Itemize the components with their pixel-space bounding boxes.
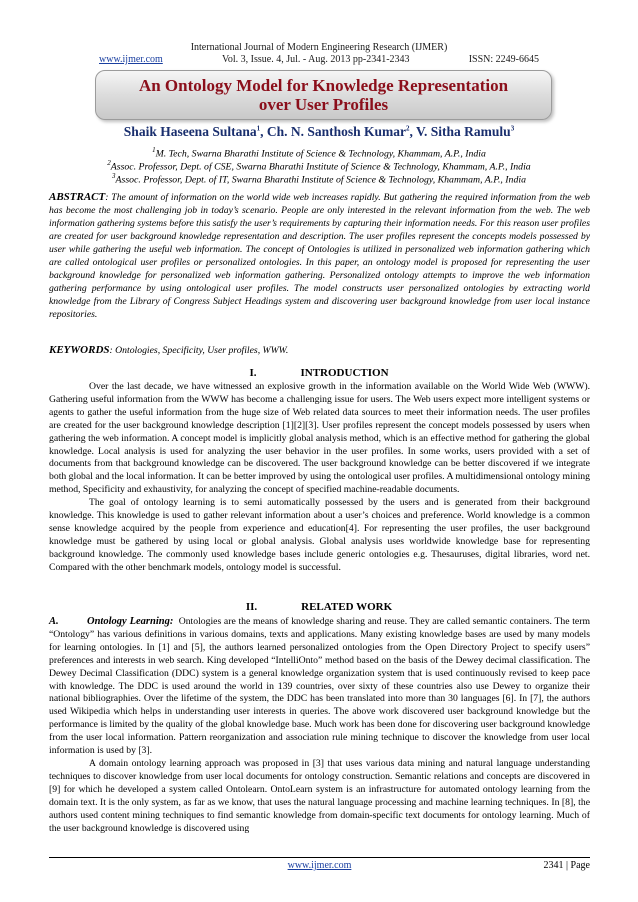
affiliation-3-sup: 3: [112, 172, 116, 180]
paper-title: [139, 76, 508, 114]
keywords: [49, 344, 590, 356]
keywords-text: : Ontologies, Specificity, User profiles, WWW.: [109, 345, 289, 356]
affiliation-3: [0, 170, 638, 186]
section-1-paragraph-1: Over the last decade, we have witnessed an explosive growth in the information available on the World Wide Web (WWW). Gathering useful information from the WWW has become a challenging issue for users. The Web users expect more intelligent systems or agents to gather the useful information from the huge size of Web related data sources to meet their information needs. The user profiles are created for the user background knowledge description [1][2][3]. User profiles represent the concept models possessed by users when gathering the web information. A concept model is implicitly global analysis method, which is an effective method for gathering the global knowledge. Local analysis is used for analyzing the user behavior in the user profiles. In some works, users provided with a set of documents from that background knowledge can be discovered. The user background knowledge can be better discovered if we integrate both global and the local information. It can be better improved by using the ontological user profiles. A multidimensional ontology mining method, Specificity and exhaustivity, for analyzing the concept of specified machine-readable documents.: [49, 381, 590, 496]
affiliation-2-text: Assoc. Professor, Dept. of CSE, Swarna Bharathi Institute of Science & Technology, Khammam, A.P., India: [110, 161, 531, 173]
affiliation-1-sup: 1: [152, 146, 156, 154]
page-footer: [49, 857, 590, 872]
affiliation-2-sup: 2: [107, 159, 111, 167]
affiliation-3-text: Assoc. Professor, Dept. of IT, Swarna Bharathi Institute of Science & Technology, Khammam, A.P., India: [115, 174, 526, 186]
section-2-title: RELATED WORK: [301, 601, 393, 613]
section-1-paragraph-2: The goal of ontology learning is to semi automatically possessed by the users and is generated from their background knowledge. This knowledge is used to gather relevant information about a user’s choices and preference. World knowledge is a common sense knowledge acquired by the people from experience and education[4]. For representing the user profiles, the user background knowledge must be gathered by using local or global analysis. Global analysis uses worldwide knowledge base for representing background knowledge. The commonly used knowledge bases include generic ontologies e.g. Thesauruses, digital libraries, word net. Compared with the other benchmark models, ontology model is successful.: [49, 497, 590, 573]
affiliation-1-text: M. Tech, Swarna Bharathi Institute of Science & Technology, Khammam, A.P., India: [155, 148, 486, 160]
author-3-sup: 3: [510, 124, 515, 133]
section-2-paragraph-1: [49, 616, 590, 758]
author-list: Shaik Haseena Sultana$^1$, Ch. N. Santhosh Kumar$^2$, V. Sitha Ramulu$^3$: [123, 124, 515, 139]
journal-name: International Journal of Modern Engineering Research (IJMER): [190, 42, 448, 53]
author-2: Ch. N. Santhosh Kumar: [266, 124, 407, 139]
author-1: Shaik Haseena Sultana: [123, 124, 257, 139]
paper-title-line1: An Ontology Model for Knowledge Representation: [138, 76, 509, 95]
author-2-sup: 2: [406, 124, 410, 133]
journal-volume: Vol. 3, Issue. 4, Jul. - Aug. 2013 pp-2341-2343: [221, 54, 410, 65]
keywords-label: KEYWORDS: [49, 344, 110, 356]
paper-title-banner: [95, 70, 552, 120]
section-1-body: [49, 381, 590, 575]
author-1-sup: 1: [256, 124, 261, 133]
paper-title-line2: over User Profiles: [258, 95, 389, 114]
section-1-number: I.: [249, 367, 257, 379]
section-2-paragraph-1-text: Ontologies are the means of knowledge sharing and reuse. They are called semantic containers. The term “Ontology” has various definitions in various domains, texts and applications. Many existing knowledge bases are used by many models for learning ontologies. In [1] and [5], the authors learned personalized ontologies from the Open Directory Project to specify users” preferences and interests in web search. King developed “IntelliOnto” method based on the basis of the Dewey decimal classification. The Dewey Decimal Classification (DDC) system is a general knowledge organization system that is used continuously revised to keep pace with knowledge. The DDC is used around the world in 139 countries, over sixty of these countries also use Dewey to organize their national bibliographies. Over the lifetime of the system, the DDC has been translated into more than 30 languages [6]. In [7], the authors used Wikipedia which helps in understanding user interests in queries. The above work discovered user background knowledge but the performance is limited by the quality of the global knowledge base. Much work has been done for discovering user background knowledge from the user local information. Pattern reorganization and association rule mining technique to discover the knowledge from user local information is used by [3].: [49, 616, 590, 757]
abstract: [49, 191, 590, 321]
subsection-a-title: Ontology Learning:: [87, 616, 174, 627]
abstract-label: ABSTRACT: [49, 191, 106, 203]
section-1-heading: [0, 367, 638, 379]
section-2-number: II.: [245, 601, 258, 613]
footer-page-number: 2341 | Page: [543, 860, 590, 871]
journal-issn: ISSN: 2249-6645: [468, 54, 539, 65]
author-3: V. Sitha Ramulu: [416, 124, 511, 139]
section-2-body: [49, 616, 590, 835]
footer-website-link[interactable]: www.ijmer.com: [287, 860, 352, 871]
journal-header: [0, 42, 638, 66]
section-1-title: INTRODUCTION: [300, 367, 389, 379]
subsection-a-label: A.: [49, 616, 59, 627]
abstract-text: : The amount of information on the world wide web increases rapidly. But gathering the required information from the web has become the most challenging job in today’s scenario. People are only interested in the relevant information from the web. The web information gathering systems before this satisfy the user’s requirements by capturing their information needs. For this reason user profiles are created for user background knowledge representation and description. The user profiles represent the concepts models possessed by user while gathering the useful web information. The concept of Ontologies is utilized in personalized web information gathering which are called ontological user profiles or personalized ontologies. In this paper, an ontology model is proposed for representing the user background knowledge for personalized web information gathering. Personalized ontology attempts to improve the web information gathering performance by using ontological user profiles. The model constructs user personalized ontologies by extracting world knowledge from the Library of Congress Subject Headings system and discovering user background knowledge from user local instance repositories.: [49, 192, 590, 320]
section-2-heading: [0, 601, 638, 613]
journal-website-link[interactable]: www.ijmer.com: [99, 54, 163, 65]
section-2-paragraph-2: A domain ontology learning approach was proposed in [3] that uses various data mining and natural language understanding techniques to discover knowledge from user local documents for ontology construction. Semantic relations and concepts are discovered in [9] for which he developed a system called Ontolearn. OntoLearn system is an infrastructure for automated ontology learning from the domain text. It is the only system, as far as we know, that uses the natural language processing and machine learning techniques. In [8], the authors used content mining techniques to find semantic knowledge from domain-specific text documents for ontology learning. Much of the user background knowledge is discovered using: [49, 757, 590, 834]
